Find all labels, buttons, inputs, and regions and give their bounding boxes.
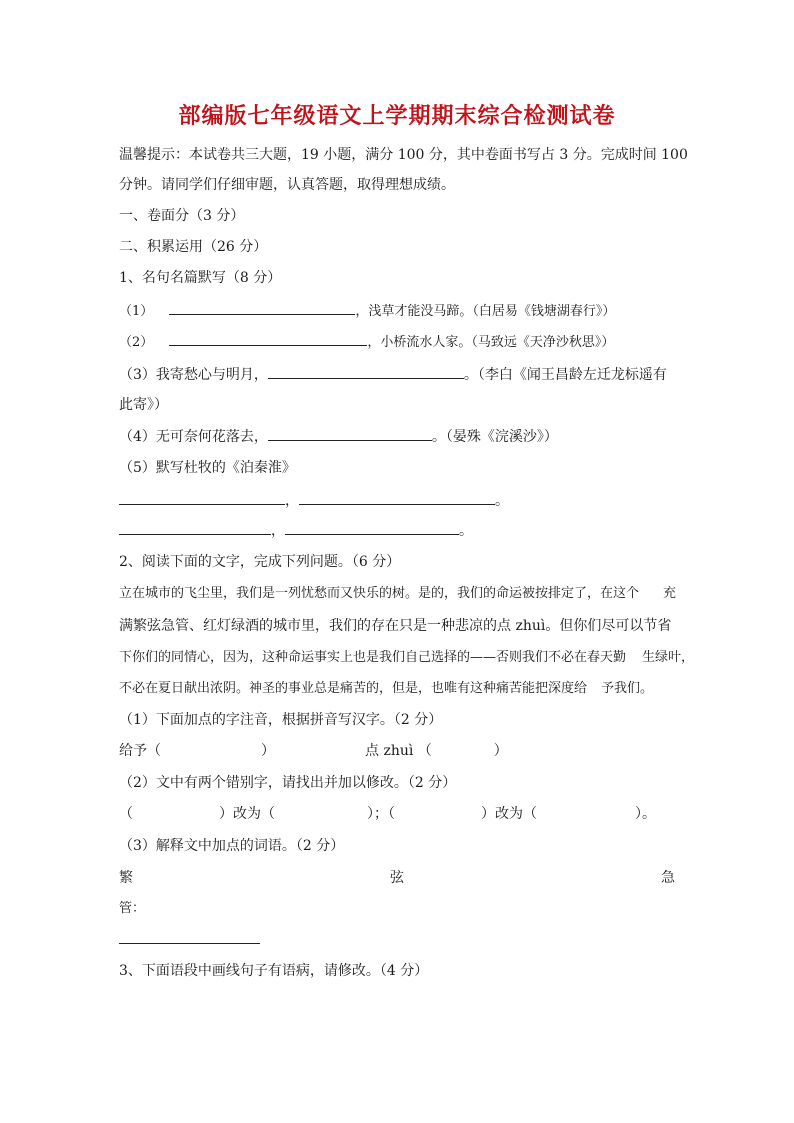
page-title: 部编版七年级语文上学期期末综合检测试卷 <box>178 104 616 129</box>
passage-text: 下你们的同情心，因为，这种命运事实上也是我们自己选择的——否则我们不必在春天勤 <box>119 650 627 665</box>
item-text: ，小桥流水人家。（马致远《天净沙秋思》） <box>367 335 615 350</box>
question-2-sub-1: （1）下面加点的字注音，根据拼音写汉字。（2 分） <box>119 712 443 728</box>
tip-line-2: 分钟。请同学们仔细审题，认真答题，取得理想成绩。 <box>119 177 455 193</box>
term-char-1: 繁 <box>119 870 133 886</box>
term-char-3: 急 <box>661 870 675 886</box>
answer-blank[interactable] <box>169 331 367 346</box>
item-text: ，浅草才能没马蹄。（白居易《钱塘湖春行》） <box>355 304 616 319</box>
item-number: （2） <box>119 335 154 350</box>
passage-line-1 <box>119 584 676 604</box>
answer-blank[interactable] <box>119 490 285 505</box>
item-number: （1） <box>119 304 154 319</box>
tip-line-1: 温馨提示：本试卷共三大题，19 小题，满分 100 分，其中卷面书写占 3 分。完成时间 100 <box>119 147 688 163</box>
answer-blank[interactable] <box>268 364 464 379</box>
term-row <box>119 868 675 888</box>
label: ）。 <box>635 806 656 822</box>
label: ）；（ <box>367 806 395 822</box>
passage-text: 充 <box>663 586 677 601</box>
section-1-heading: 一、卷面分（3 分） <box>119 208 245 224</box>
term-char-2: 弦 <box>390 870 404 886</box>
question-3-heading: 3、下面语段中画线句子有语病，请修改。（4 分） <box>119 963 429 979</box>
label: （ <box>119 806 133 822</box>
item-source: 。（李白《闻王昌龄左迁龙标遥有 <box>463 367 667 383</box>
question-1-item-2 <box>119 331 614 353</box>
label: 给予（ <box>119 743 161 759</box>
item-text: （4）无可奈何花落去， <box>119 429 268 445</box>
comma: ， <box>271 523 285 539</box>
question-2-heading: 2、阅读下面的文字，完成下列问题。（6 分） <box>119 554 401 570</box>
passage-line-4 <box>119 679 653 699</box>
poem-line-1 <box>119 490 509 511</box>
label: ）改为（ <box>219 806 275 822</box>
passage-line-2: 满繁弦急管、红灯绿酒的城市里，我们的存在只是一种悲凉的点 zhuì。但你们尽可以节省 <box>119 618 672 634</box>
period: 。 <box>495 493 509 509</box>
label: ） <box>261 743 275 759</box>
question-1-item-1 <box>119 300 615 322</box>
period: 。 <box>459 523 473 539</box>
comma: ， <box>285 493 299 509</box>
section-2-heading: 二、积累运用（26 分） <box>119 239 268 255</box>
item-text: （3）我寄愁心与明月， <box>119 367 268 383</box>
passage-line-3 <box>119 648 694 668</box>
question-2-sub-3: （3）解释文中加点的词语。（2 分） <box>119 838 345 854</box>
poem-line-2 <box>119 520 473 541</box>
question-1-item-3 <box>119 364 667 385</box>
label: 点 zhuì （ <box>365 743 432 759</box>
passage-text: 不必在夏日献出浓阴。神圣的事业总是痛苦的，但是，也唯有这种痛苦能把深度给 <box>119 681 588 696</box>
answer-blank[interactable] <box>119 520 271 535</box>
label: ） <box>493 743 508 759</box>
question-1-item-3-cont: 此寄》） <box>119 397 168 413</box>
answer-line[interactable] <box>119 943 260 944</box>
answer-blank[interactable] <box>299 490 495 505</box>
question-1-heading: 1、名句名篇默写（8 分） <box>119 270 282 286</box>
passage-text: 立在城市的飞尘里，我们是一列忧愁而又快乐的树。是的，我们的命运被按排定了，在这个 <box>119 586 640 601</box>
item-source: 。（晏殊《浣溪沙》） <box>431 429 558 445</box>
question-2-sub-1-answers <box>119 741 508 761</box>
label: ）改为（ <box>481 806 537 822</box>
passage-text: 予我们。 <box>601 681 654 696</box>
answer-blank[interactable] <box>285 520 459 535</box>
question-2-sub-2: （2）文中有两个错别字，请找出并加以修改。（2 分） <box>119 775 457 791</box>
question-2-sub-2-answers <box>119 804 656 824</box>
answer-blank[interactable] <box>169 300 355 315</box>
passage-text: 生绿叶， <box>642 650 695 665</box>
answer-blank[interactable] <box>268 426 432 441</box>
term-char-4: 管： <box>119 901 146 916</box>
question-1-item-5: （5）默写杜牧的《泊秦淮》 <box>119 460 296 476</box>
question-1-item-4 <box>119 426 558 447</box>
